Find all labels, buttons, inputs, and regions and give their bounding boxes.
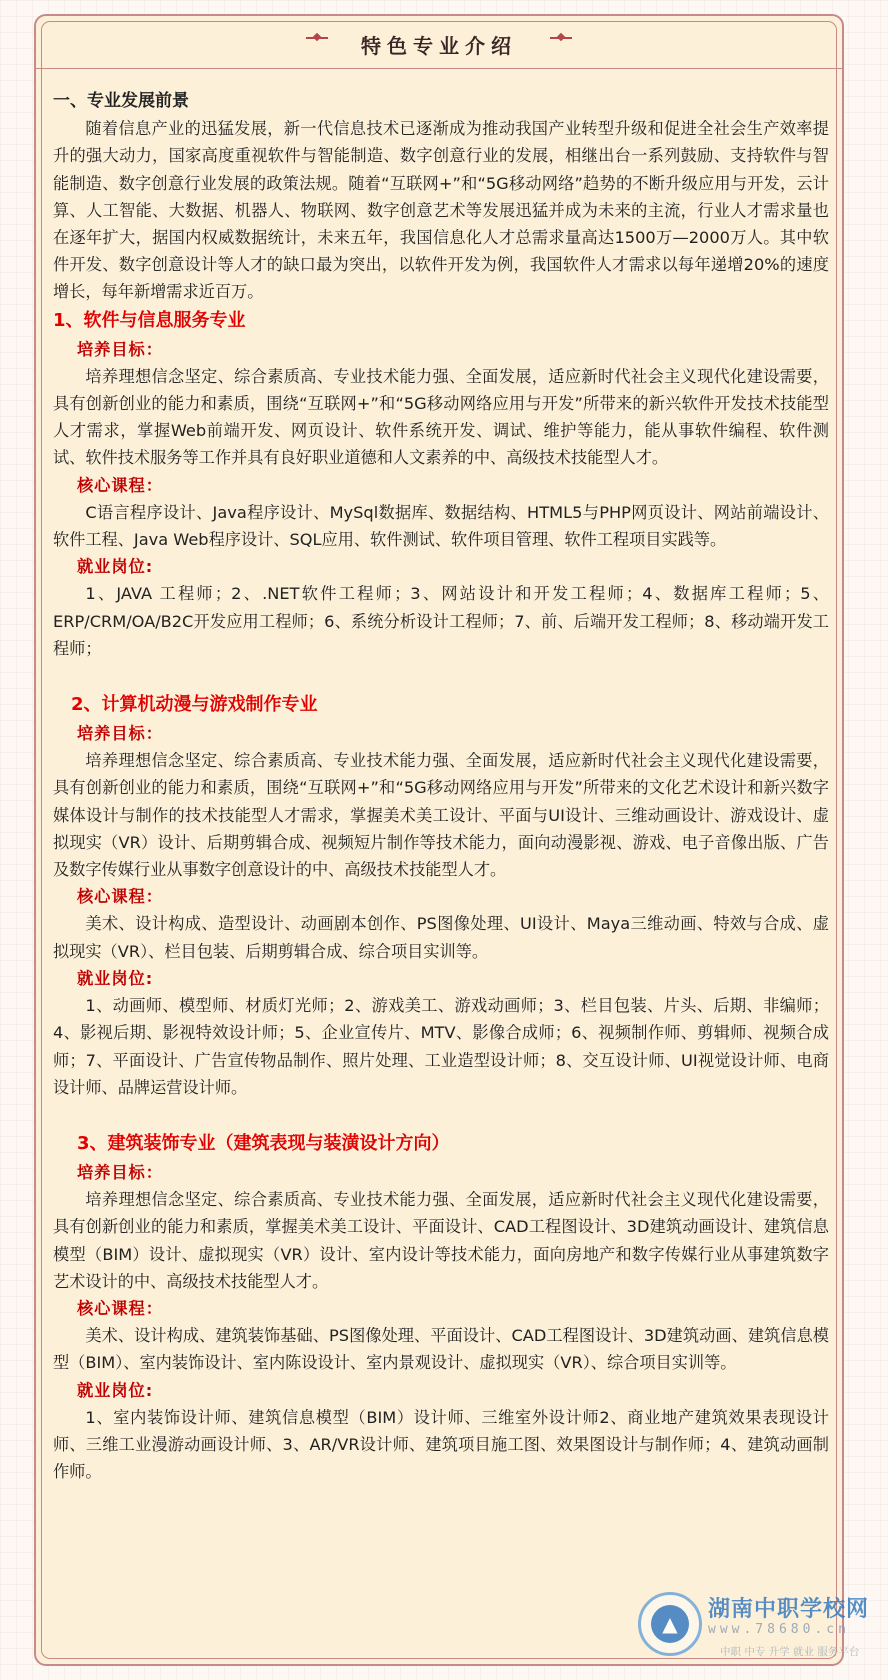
major-3-jobs: 1、室内装饰设计师、建筑信息模型（BIM）设计师、三维室外设计师2、商业地产建筑效果表现设计师、三维工业漫游动画设计师、3、AR/VR设计师、建筑项目施工图、效果图设计与制作师；4、建筑动画制作师。 (53, 1407, 829, 1482)
major-2-goal: 培养理想信念坚定、综合素质高、专业技术能力强、全面发展，适应新时代社会主义现代化建设需要，具有创新创业的能力和素质，围绕“互联网+”和“5G移动网络应用与开发”所带来的文化艺术设计和新兴数字媒体设计与制作的技术技能型人才需求，掌握美术美工设计、平面与UI设计、三维动画设计、游戏设计、虚拟现实（VR）设计、后期剪辑合成、视频短片制作等技术能力，面向动漫影视、游戏、电子音像出版、广告及数字传媒行业从事数字创意设计的中、高级技术技能型人才。 (53, 751, 829, 880)
left-ornament (306, 37, 328, 39)
major-2-jobs-label: 就业岗位: (77, 968, 154, 988)
major-2-courses-label: 核心课程： (77, 887, 163, 907)
major-1-jobs-label: 就业岗位: (77, 557, 154, 577)
watermark-slogan: 中职 中专 升学 就业 服务平台 (720, 1646, 860, 1658)
major-3-goal-label: 培养目标： (77, 1162, 163, 1182)
major-1-goal: 培养理想信念坚定、综合素质高、专业技术能力强、全面发展，适应新时代社会主义现代化建设需要，具有创新创业的能力和素质，围绕“互联网+”和“5G移动网络应用与开发”所带来的新兴软件开发技术技能型人才需求，掌握Web前端开发、网页设计、软件系统开发、调试、维护等能力，能从事软件编程、软件测试、软件技术服务等工作并具有良好职业道德和人文素养的中、高级技术技能型人才。 (53, 366, 829, 468)
major-3-jobs-label: 就业岗位: (77, 1380, 154, 1400)
book-icon: ▲ (651, 1605, 689, 1643)
intro-heading: 一、专业发展前景 (53, 91, 189, 111)
article-body (53, 88, 829, 1485)
spacer (53, 662, 829, 690)
title-bar (36, 16, 842, 69)
watermark-site-name: 湖南中职学校网 (708, 1597, 870, 1622)
site-watermark[interactable] (638, 1592, 884, 1672)
major-3-courses-label: 核心课程： (77, 1298, 163, 1318)
major-1-courses: C语言程序设计、Java程序设计、MySql数据库、数据结构、HTML5与PHP网页设计、网站前端设计、软件工程、Java Web程序设计、SQL应用、软件测试、软件项目管理、软件工程项目实践等。 (53, 502, 829, 550)
school-logo-icon (638, 1592, 702, 1656)
spacer (53, 1101, 829, 1129)
intro-paragraph: 随着信息产业的迅猛发展，新一代信息技术已逐渐成为推动我国产业转型升级和促进全社会生产效率提升的强大动力，国家高度重视软件与智能制造、数字创意行业的发展，相继出台一系列鼓励、支持软件与智能制造、数字创意行业发展的政策法规。随着“互联网+”和“5G移动网络”趋势的不断升级应用与开发，云计算、人工智能、大数据、机器人、物联网、数字创意艺术等发展迅猛并成为未来的主流，行业人才需求量也在逐年扩大，据国内权威数据统计，未来五年，我国信息化人才总需求量高达1500万—2000万人。其中软件开发、数字创意设计等人才的缺口最为突出，以软件开发为例，我国软件人才需求以每年递增20%的速度增长，每年新增需求近百万。 (53, 119, 829, 302)
watermark-url: www.78680.cn (708, 1622, 850, 1637)
major-1-goal-label: 培养目标： (77, 339, 163, 359)
right-ornament (550, 37, 572, 39)
page-title: 特色专业介绍 (345, 30, 533, 59)
major-3-goal: 培养理想信念坚定、综合素质高、专业技术能力强、全面发展，适应新时代社会主义现代化建设需要，具有创新创业的能力和素质，掌握美术美工设计、平面设计、CAD工程图设计、3D建筑动画设计、建筑信息模型（BIM）设计、虚拟现实（VR）设计、室内设计等技术能力，面向房地产和数字传媒行业从事建筑数字艺术设计的中、高级技术技能型人才。 (53, 1190, 829, 1291)
major-3-title: 3、建筑装饰专业（建筑表现与装潢设计方向） (77, 1132, 450, 1154)
major-2-title: 2、计算机动漫与游戏制作专业 (71, 694, 318, 716)
content-frame (34, 14, 844, 1666)
major-1-courses-label: 核心课程： (77, 475, 163, 495)
major-2-courses: 美术、设计构成、造型设计、动画剧本创作、PS图像处理、UI设计、Maya三维动画、特效与合成、虚拟现实（VR）、栏目包装、后期剪辑合成、综合项目实训等。 (53, 914, 829, 961)
major-1-jobs: 1、JAVA 工程师；2、.NET软件工程师；3、网站设计和开发工程师；4、数据库工程师；5、ERP/CRM/OA/B2C开发应用工程师；6、系统分析设计工程师；7、前、后端开发工程师；8、移动端开发工程师； (53, 584, 829, 658)
major-2-goal-label: 培养目标： (77, 724, 163, 744)
major-1-title: 1、软件与信息服务专业 (53, 309, 246, 331)
major-2-jobs: 1、动画师、模型师、材质灯光师；2、游戏美工、游戏动画师；3、栏目包装、片头、后期、非编师；4、影视后期、影视特效设计师；5、企业宣传片、MTV、影像合成师；6、视频制作师、剪辑师、视频合成师；7、平面设计、广告宣传物品制作、照片处理、工业造型设计师；8、交互设计师、UI视觉设计师、电商设计师、品牌运营设计师。 (53, 996, 829, 1097)
major-3-courses: 美术、设计构成、建筑装饰基础、PS图像处理、平面设计、CAD工程图设计、3D建筑动画、建筑信息模型（BIM）、室内装饰设计、室内陈设设计、室内景观设计、虚拟现实（VR）、综合项目实训等。 (53, 1326, 829, 1373)
